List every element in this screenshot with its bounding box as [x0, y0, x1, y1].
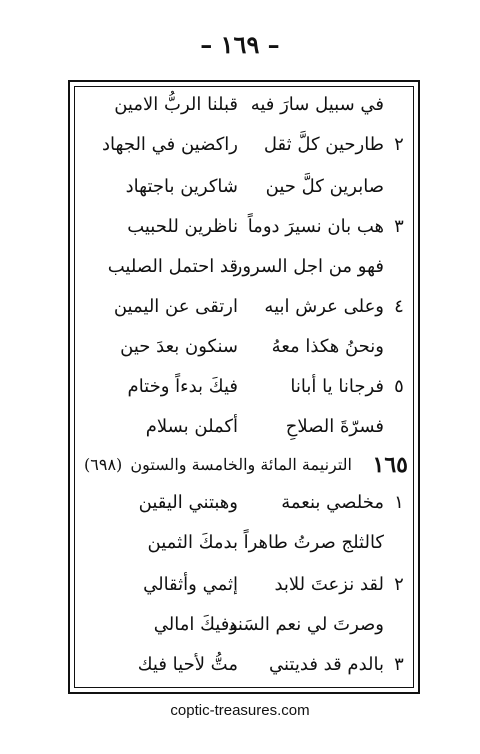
verse-first-hemistich: وعلى عرش ابيه	[264, 296, 384, 317]
verse-first-hemistich: فسرّةَ الصلاحِ	[285, 416, 384, 437]
verse-second-hemistich: وهبتني اليقين	[138, 492, 238, 513]
verse-first-hemistich: فرجانا يا أبانا	[290, 376, 384, 397]
verse-line	[78, 250, 412, 284]
verse-second-hemistich: إثمي وأثقالي	[143, 574, 238, 595]
verse-second-hemistich: قبلنا الربُّ الامين	[114, 94, 238, 115]
hymn-reference: (٦٩٨)	[84, 455, 123, 474]
verse-second-hemistich: ناظرين للحبيب	[127, 216, 238, 237]
verse-number: ٢	[394, 574, 404, 595]
verse-first-hemistich: لقد نزعتَ للابد	[274, 574, 384, 595]
verse-second-hemistich: وفيكَ امالي	[153, 614, 238, 635]
verse-line	[78, 210, 412, 244]
verse-second-hemistich: بدمكَ الثمين	[147, 532, 238, 553]
verse-second-hemistich: سنكون بعدَ حين	[120, 336, 238, 357]
verse-first-hemistich: هب بان نسيرَ دوماً	[247, 216, 384, 237]
verse-line	[78, 370, 412, 404]
hymn-title: الترنيمة المائة والخامسة والستون	[130, 455, 352, 474]
verse-line	[78, 568, 412, 602]
verse-second-hemistich: أكملن بسلام	[145, 416, 238, 437]
verse-line	[78, 410, 412, 444]
verse-number: ٣	[394, 654, 404, 675]
verse-first-hemistich: صابرين كلَّ حين	[265, 176, 384, 197]
verse-first-hemistich: فهو من اجل السرور	[233, 256, 384, 277]
page-number: – ١٦٩ –	[200, 30, 280, 59]
verse-first-hemistich: مخلصي بنعمة	[281, 492, 384, 513]
verse-number: ١	[394, 492, 404, 513]
verse-line	[78, 648, 412, 682]
verse-second-hemistich: فيكَ بدءاً وختام	[127, 376, 238, 397]
verse-second-hemistich: راكضين في الجهاد	[102, 134, 238, 155]
verse-first-hemistich: ونحنُ هكذا معهُ	[271, 336, 384, 357]
verse-first-hemistich: في سبيل سارَ فيه	[250, 94, 384, 115]
verse-second-hemistich: قد احتمل الصليب	[107, 256, 238, 277]
verse-second-hemistich: متُّ لأحيا فيك	[137, 654, 238, 675]
verse-line	[78, 170, 412, 204]
verse-number: ٢	[394, 134, 404, 155]
verse-first-hemistich: طارحين كلَّ ثقل	[263, 134, 384, 155]
verse-line	[78, 608, 412, 642]
hymn-number: ١٦٥	[372, 452, 408, 478]
verse-line	[78, 128, 412, 162]
verse-line	[78, 290, 412, 324]
verse-line	[78, 88, 412, 122]
verse-number: ٣	[394, 216, 404, 237]
verse-first-hemistich: بالدم قد فديتني	[269, 654, 384, 675]
verse-second-hemistich: ارتقى عن اليمين	[113, 296, 238, 317]
verse-line	[78, 526, 412, 560]
verse-second-hemistich: شاكرين باجتهاد	[125, 176, 238, 197]
verse-first-hemistich: كالثلج صرتُ طاهراً	[243, 532, 384, 553]
hymn-heading	[78, 448, 412, 482]
source-footer: coptic-treasures.com	[170, 702, 310, 719]
verse-line	[78, 330, 412, 364]
verse-line	[78, 486, 412, 520]
verse-first-hemistich: وصرتَ لي نعم السَند	[228, 614, 384, 635]
verse-number: ٤	[394, 296, 404, 317]
verse-number: ٥	[394, 376, 404, 397]
